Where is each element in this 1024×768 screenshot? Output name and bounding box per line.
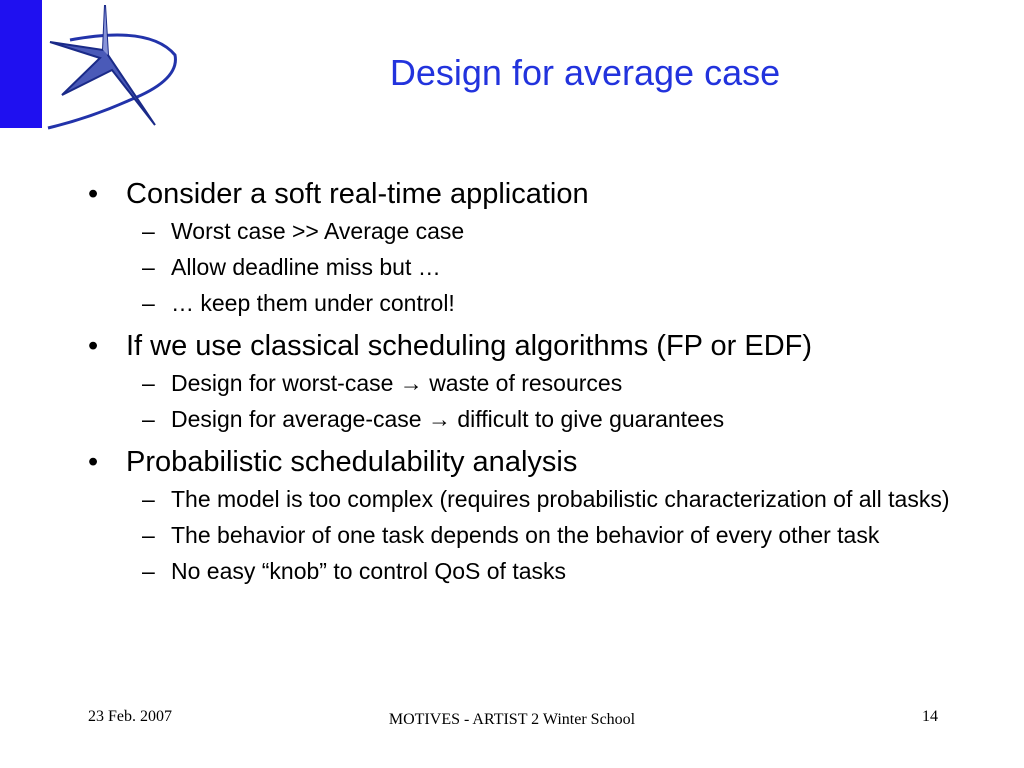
bullet-text: If we use classical scheduling algorithms (FP or EDF) [126, 330, 813, 362]
sub-bullet-marker: – [142, 290, 155, 316]
sub-bullet-marker: – [142, 406, 155, 432]
sub-bullet-item [88, 404, 988, 434]
sub-bullet-marker: – [142, 558, 155, 584]
sub-bullet-marker: – [142, 370, 155, 396]
sub-bullet-item [88, 216, 988, 246]
sub-bullet-item [88, 288, 988, 318]
bullet-list [88, 172, 988, 592]
slide-title: Design for average case [389, 52, 781, 93]
sub-bullet-text: The model is too complex (requires probabilistic characterization of all tasks) [171, 486, 950, 512]
sub-bullet-text: Design for average-case → difficult to give guarantees [171, 406, 725, 432]
bullet-item [88, 172, 988, 216]
sub-bullet-text: Design for worst-case → waste of resources [171, 370, 623, 396]
bullet-marker: • [88, 178, 99, 210]
logo-icon [0, 0, 190, 140]
sub-bullet-item [88, 520, 988, 550]
sub-bullet-item [88, 252, 988, 282]
sub-bullet-text: … keep them under control! [171, 290, 455, 316]
sub-bullet-item [88, 556, 988, 586]
bullet-text: Consider a soft real-time application [126, 178, 589, 210]
sub-bullet-text: Worst case >> Average case [171, 218, 465, 244]
sub-bullet-marker: – [142, 254, 155, 280]
sub-bullet-item [88, 484, 988, 514]
bullet-marker: • [88, 446, 99, 478]
bullet-item [88, 324, 988, 368]
bullet-marker: • [88, 330, 99, 362]
sub-bullet-text: The behavior of one task depends on the behavior of every other task [171, 522, 880, 548]
sub-bullet-text: No easy “knob” to control QoS of tasks [171, 558, 567, 584]
footer-event: MOTIVES - ARTIST 2 Winter School [388, 711, 636, 728]
footer-date: 23 Feb. 2007 [88, 708, 172, 725]
sub-bullet-marker: – [142, 522, 155, 548]
sub-bullet-marker: – [142, 218, 155, 244]
sub-bullet-marker: – [142, 486, 155, 512]
bullet-text: Probabilistic schedulability analysis [126, 446, 578, 478]
bullet-item [88, 440, 988, 484]
sub-bullet-text: Allow deadline miss but … [171, 254, 441, 280]
sub-bullet-item [88, 368, 988, 398]
page-number: 14 [922, 708, 938, 725]
